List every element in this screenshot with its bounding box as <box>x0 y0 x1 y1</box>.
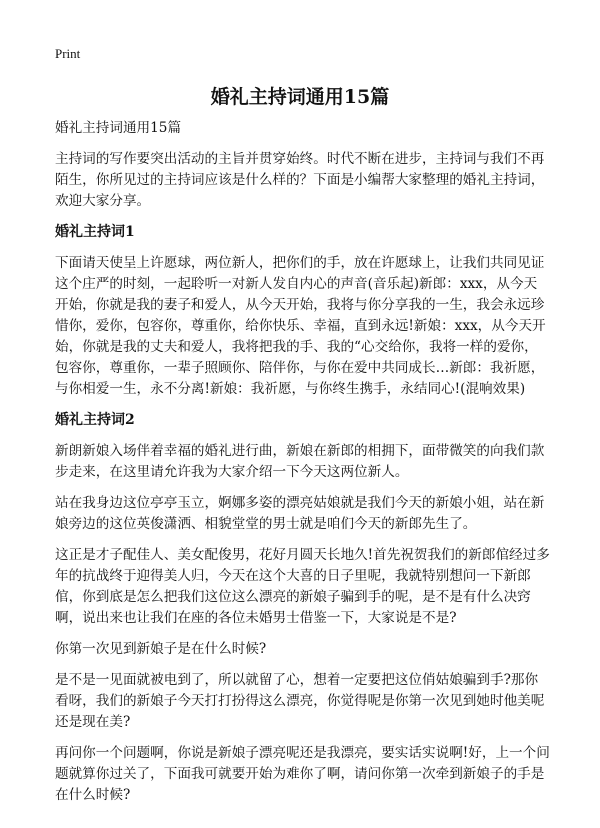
subtitle: 婚礼主持词通用15篇 <box>55 120 182 136</box>
paragraph: 再问你一个问题啊，你说是新娘子漂亮呢还是我漂亮，要实话实说啊!好，上一个问题就算你过关了，下面我可就要开始为难你了啊，请问你第一次牵到新娘子的手是在什么时候? <box>55 745 550 803</box>
paragraph: 是不是一见面就被电到了，所以就留了心，想着一定要把这位俏姑娘骗到手?那你看呀，我们的新娘子今天打打扮得这么漂亮，你觉得呢是你第一次见到她时他美呢还是现在美? <box>55 672 545 730</box>
paragraph: 下面请天使呈上许愿球，两位新人，把你们的手，放在许愿球上，让我们共同见证这个庄严的时刻，一起聆听一对新人发自内心的声音(音乐起)新郎：xxx，从今天开始，你就是我的妻子和爱人，从今天开始，我将与你分享我的一生，我会永远珍惜你，爱你，包容你，尊重你，给你快乐、幸福，直到永远!新娘：xxx，从今天开始，你就是我的丈夫和爱人，我将把我的手、我的“心交给你，我将一样的爱你，包容你，尊重你，一辈子照顾你、陪伴你，与你在爱中共同成长…新郎：我祈愿，与你相爱一生，永不分离!新娘：我祈愿，与你终生携手，永结同心!(混响效果) <box>55 255 546 397</box>
paragraph: 这正是才子配佳人、美女配俊男，花好月圆天长地久!首先祝贺我们的新郎倌经过多年的抗战终于迎得美人归，今天在这个大喜的日子里呢，我就特别想问一下新郎倌，你到底是怎么把我们这位这么漂亮的新娘子骗到手的呢，是不是有什么决窍啊，说出来也让我们在座的各位未婚男士借鉴一下，大家说是不是? <box>55 547 550 626</box>
print-link[interactable]: Print <box>55 46 81 61</box>
paragraph: 站在我身边这位亭亭玉立，婀娜多姿的漂亮姑娘就是我们今天的新娘小姐，站在新娘旁边的这位英俊潇洒、相貌堂堂的男士就是咱们今天的新郎先生了。 <box>55 495 545 532</box>
section-heading: 婚礼主持词1 <box>55 224 135 240</box>
paragraph: 你第一次见到新娘子是在什么时候? <box>55 641 267 657</box>
document-body <box>55 118 550 816</box>
intro-paragraph: 主持词的写作要突出活动的主旨并贯穿始终。时代不断在进步，主持词与我们不再陌生，你所见过的主持词应该是什么样的？下面是小编帮大家整理的婚礼主持词，欢迎大家分享。 <box>55 151 545 209</box>
section-heading: 婚礼主持词2 <box>55 412 135 428</box>
page-title: 婚礼主持词通用15篇 <box>210 86 390 108</box>
paragraph: 新朗新娘入场伴着幸福的婚礼进行曲，新娘在新郎的相拥下，面带微笑的向我们款步走来，在这里请允许我为大家介绍一下今天这两位新人。 <box>55 443 545 480</box>
